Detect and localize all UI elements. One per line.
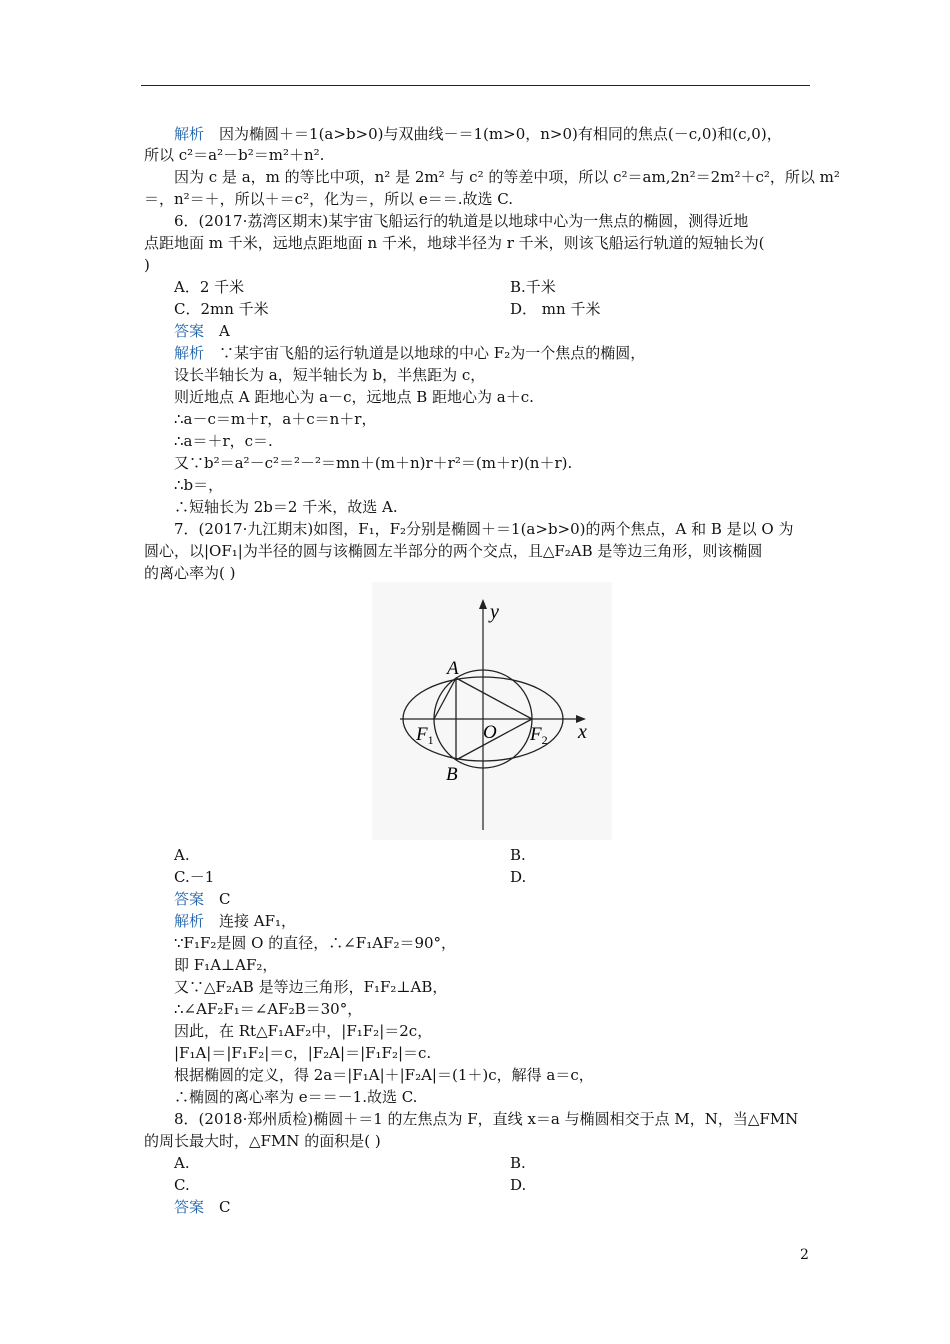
q6-solution-5: ∴a＝＋r，c＝. (174, 432, 273, 450)
point-b-label: B (446, 764, 458, 785)
q7-option-a: A. (174, 846, 190, 864)
q6-option-a: A．2 千米 (174, 278, 245, 296)
focus-f1-label: $F_1$ (416, 724, 434, 747)
q8-answer: 答案 C (174, 1198, 231, 1216)
q7-option-b: B. (510, 846, 526, 864)
q7-stem-1: 7．(2017·九江期末)如图，F₁，F₂分别是椭圆＋＝1(a>b>0)的两个焦点，A 和 B 是以 O 为 (174, 520, 794, 538)
solution-label: 解析 (174, 125, 205, 143)
q7-solution-0: 解析 连接 AF₁， (174, 912, 297, 930)
p5-line-2: 所以 c²＝a²－b²＝m²＋n². (144, 146, 325, 164)
q7-solution-3: 又∵△F₂AB 是等边三角形，F₁F₂⊥AB， (174, 978, 448, 996)
focus-f2-label: $F_2$ (530, 724, 548, 747)
answer-label: 答案 (174, 322, 205, 340)
answer-label: 答案 (174, 1198, 205, 1216)
x-axis-label: x (578, 721, 587, 743)
q6-solution-6: 又∵b²＝a²－c²＝²－²＝mn＋(m＋n)r＋r²＝(m＋r)(n＋r). (174, 454, 573, 472)
ellipse-circle-figure (372, 582, 612, 840)
q7-solution-6: |F₁A|＝|F₁F₂|＝c，|F₂A|＝|F₁F₂|＝c. (174, 1044, 432, 1062)
q8-option-b: B. (510, 1154, 526, 1172)
q7-solution-1: ∵F₁F₂是圆 O 的直径，∴∠F₁AF₂＝90°， (174, 934, 457, 952)
q7-solution-2: 即 F₁A⊥AF₂， (174, 956, 278, 974)
page-number: 2 (800, 1247, 809, 1263)
q7-solution-4: ∴∠AF₂F₁＝∠AF₂B＝30°， (174, 1000, 363, 1018)
solution-label: 解析 (174, 912, 205, 930)
header-rule (141, 85, 810, 86)
p5-line-3: 因为 c 是 a，m 的等比中项，n² 是 2m² 与 c² 的等差中项，所以 c²＝am,2n²＝2m²＋c²，所以 m² (174, 168, 840, 186)
point-a-label: A (447, 658, 459, 679)
q6-solution-4: ∴a－c＝m＋r，a＋c＝n＋r， (174, 410, 377, 428)
q7-option-c: C.－1 (174, 868, 215, 886)
q6-option-b: B.千米 (510, 278, 556, 296)
q6-solution-2: 设长半轴长为 a，短半轴长为 b，半焦距为 c， (174, 366, 486, 384)
q8-option-a: A. (174, 1154, 190, 1172)
p5-line-4: ＝，n²＝＋，所以＋＝c²，化为＝，所以 e＝＝.故选 C. (144, 190, 513, 208)
q7-answer: 答案 C (174, 890, 231, 908)
q8-stem-2: 的周长最大时，△FMN 的面积是( ) (144, 1132, 381, 1150)
q6-solution-8: ∴短轴长为 2b＝2 千米，故选 A. (174, 498, 398, 516)
p5-line-1: 解析 因为椭圆＋＝1(a>b>0)与双曲线－＝1(m>0，n>0)有相同的焦点(－c,0)和(c,0)， (174, 125, 782, 143)
q8-option-c: C. (174, 1176, 190, 1194)
q7-solution-7: 根据椭圆的定义，得 2a＝|F₁A|＋|F₂A|＝(1＋)c，解得 a＝c， (174, 1066, 594, 1084)
q7-option-d: D. (510, 868, 527, 886)
q8-option-d: D. (510, 1176, 527, 1194)
q7-solution-8: ∴椭圆的离心率为 e＝＝－1.故选 C. (174, 1088, 418, 1106)
q6-answer: 答案 A (174, 322, 230, 340)
q6-solution-7: ∴b＝， (174, 476, 224, 494)
answer-label: 答案 (174, 890, 205, 908)
q6-stem-3: ) (144, 256, 150, 274)
q6-stem-2: 点距地面 m 千米，远地点距地面 n 千米，地球半径为 r 千米，则该飞船运行轨道的短轴长为( (144, 234, 765, 252)
q7-stem-2: 圆心，以|OF₁|为半径的圆与该椭圆左半部分的两个交点，且△F₂AB 是等边三角形，则该椭圆 (144, 542, 763, 560)
q6-stem-1: 6．(2017·荔湾区期末)某宇宙飞船运行的轨道是以地球中心为一焦点的椭圆，测得近地 (174, 212, 749, 230)
q6-solution-1: 解析 ∵某宇宙飞船的运行轨道是以地球的中心 F₂为一个焦点的椭圆， (174, 344, 646, 362)
q6-solution-3: 则近地点 A 距地心为 a－c，远地点 B 距地心为 a＋c. (174, 388, 534, 406)
solution-label: 解析 (174, 344, 205, 362)
q6-option-c: C．2mn 千米 (174, 300, 269, 318)
origin-label: O (483, 722, 497, 743)
y-axis-label: y (490, 601, 499, 623)
q7-stem-3: 的离心率为( ) (144, 564, 236, 582)
q7-solution-5: 因此，在 Rt△F₁AF₂中，|F₁F₂|＝2c， (174, 1022, 433, 1040)
q6-option-d: D． mn 千米 (510, 300, 601, 318)
q8-stem-1: 8．(2018·郑州质检)椭圆＋＝1 的左焦点为 F，直线 x＝a 与椭圆相交于点 M，N，当△FMN (174, 1110, 799, 1128)
